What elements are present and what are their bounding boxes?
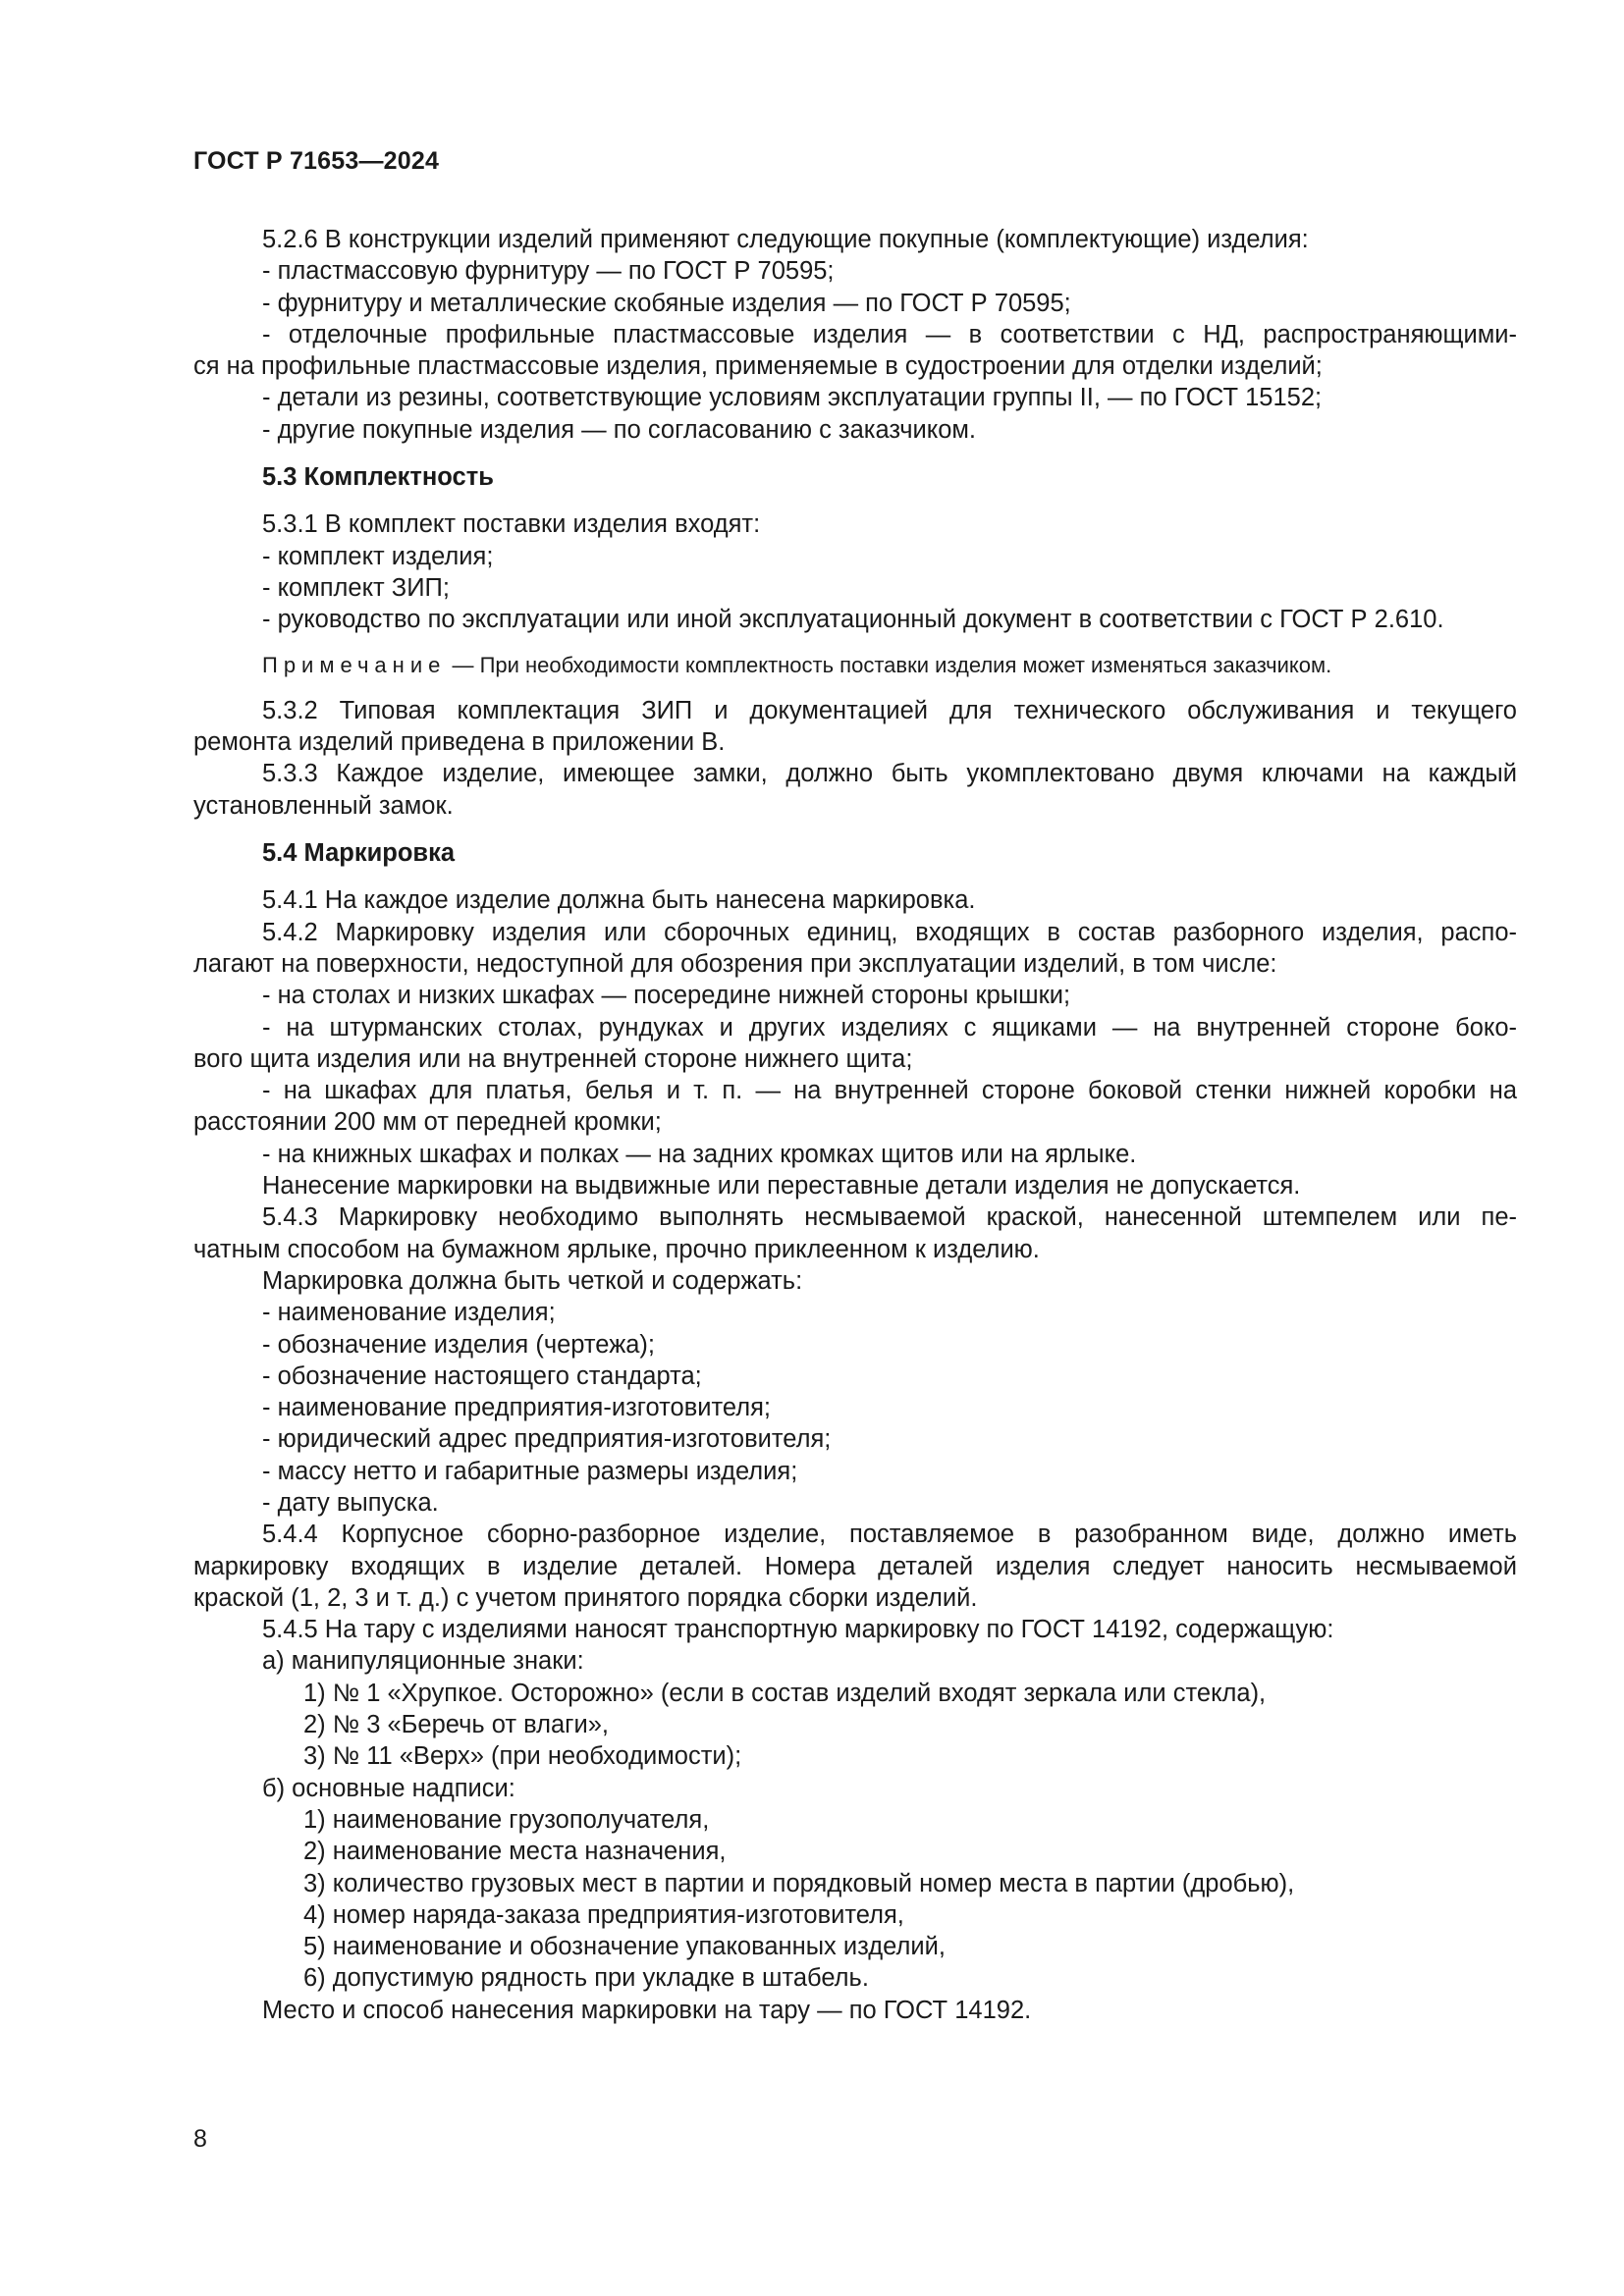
paragraph-5-4-4: 5.4.4 Корпусное сборно-разборное изделие, поставляемое в разобранном виде, должно иметь <box>262 1521 1517 1549</box>
section-heading-5-4: 5.4 Маркировка <box>262 839 456 868</box>
paragraph: Нанесение маркировки на выдвижные или переставные детали изделия не допускается. <box>262 1172 1301 1201</box>
list-item: - на столах и низких шкафах — посередине нижней стороны крышки; <box>262 982 1071 1010</box>
paragraph-continuation: краской (1, 2, 3 и т. д.) с учетом принятого порядка сборки изделий. <box>193 1583 978 1612</box>
sub-list-item: 6) допустимую рядность при укладке в штабель. <box>303 1964 869 1993</box>
section-heading-5-3: 5.3 Комплектность <box>262 463 494 492</box>
page-number: 8 <box>193 2125 207 2153</box>
list-item: - на шкафах для платья, белья и т. п. — на внутренней стороне боковой стенки нижней коробки на <box>262 1077 1517 1105</box>
document-header: ГОСТ Р 71653—2024 <box>193 147 440 175</box>
list-item: б) основные надписи: <box>262 1774 515 1802</box>
paragraph-5-4-1: 5.4.1 На каждое изделие должна быть нанесена маркировка. <box>262 886 976 915</box>
list-item: - пластмассовую фурнитуру — по ГОСТ Р 70595; <box>262 257 835 286</box>
list-item-continuation: ся на профильные пластмассовые изделия, применяемые в судостроении для отделки изделий; <box>193 352 1323 381</box>
paragraph-continuation: установленный замок. <box>193 791 454 820</box>
document-body <box>193 224 1517 2026</box>
list-item: - детали из резины, соответствующие условиям эксплуатации группы II, — по ГОСТ 15152; <box>262 384 1323 412</box>
list-item: а) манипуляционные знаки: <box>262 1647 584 1676</box>
paragraph-continuation: ремонта изделий приведена в приложении В. <box>193 728 726 757</box>
paragraph-5-3-1: 5.3.1 В комплект поставки изделия входят: <box>262 510 761 539</box>
paragraph-5-4-5: 5.4.5 На тару с изделиями наносят транспортную маркировку по ГОСТ 14192, содержащую: <box>262 1616 1334 1644</box>
paragraph-5-4-2: 5.4.2 Маркировку изделия или сборочных единиц, входящих в состав разборного изделия, распо- <box>262 918 1517 946</box>
note <box>193 650 1517 681</box>
list-item: - комплект ЗИП; <box>262 573 450 602</box>
list-item: - комплект изделия; <box>262 542 494 570</box>
list-item: - дату выпуска. <box>262 1488 439 1517</box>
list-item: - обозначение настоящего стандарта; <box>262 1362 702 1390</box>
paragraph-5-2-6: 5.2.6 В конструкции изделий применяют следующие покупные (комплектующие) изделия: <box>262 226 1309 253</box>
list-item-continuation: вого щита изделия или на внутренней стороне нижнего щита; <box>193 1044 913 1073</box>
list-item: - другие покупные изделия — по согласованию с заказчиком. <box>262 415 976 444</box>
list-item: - на книжных шкафах и полках — на задних кромках щитов или на ярлыке. <box>262 1140 1137 1168</box>
list-item: - массу нетто и габаритные размеры изделия; <box>262 1457 798 1485</box>
list-item: - руководство по эксплуатации или иной эксплуатационный документ в соответствии с ГОСТ Р 2.610. <box>262 606 1444 634</box>
sub-list-item: 3) количество грузовых мест в партии и порядковый номер места в партии (дробью), <box>303 1869 1295 1897</box>
sub-list-item: 2) № 3 «Беречь от влаги», <box>303 1711 609 1739</box>
sub-list-item: 1) наименование грузополучателя, <box>303 1805 710 1834</box>
sub-list-item: 5) наименование и обозначение упакованных изделий, <box>303 1933 946 1961</box>
paragraph-5-4-3: 5.4.3 Маркировку необходимо выполнять несмываемой краской, нанесенной штемпелем или пе- <box>262 1203 1517 1232</box>
list-item: - на штурманских столах, рундуках и других изделиях с ящиками — на внутренней стороне боко- <box>262 1013 1517 1041</box>
paragraph-continuation: чатным способом на бумажном ярлыке, прочно приклеенном к изделию. <box>193 1235 1040 1263</box>
paragraph-5-3-2: 5.3.2 Типовая комплектация ЗИП и документацией для технического обслуживания и текущего <box>262 696 1517 724</box>
sub-list-item: 2) наименование места назначения, <box>303 1838 727 1866</box>
note-text: — При необходимости комплектность поставки изделия может изменяться заказчиком. <box>446 652 1332 677</box>
paragraph: Маркировка должна быть четкой и содержать: <box>262 1266 803 1295</box>
paragraph-continuation: маркировку входящих в изделие деталей. Номера деталей изделия следует наносить несмываемой <box>193 1552 1517 1580</box>
list-item: - отделочные профильные пластмассовые изделия — в соответствии с НД, распространяющими- <box>262 320 1517 348</box>
list-item: - наименование предприятия-изготовителя; <box>262 1394 772 1422</box>
list-item: - фурнитуру и металлические скобяные изделия — по ГОСТ Р 70595; <box>262 289 1071 317</box>
sub-list-item: 3) № 11 «Верх» (при необходимости); <box>303 1742 742 1771</box>
paragraph-continuation: лагают на поверхности, недоступной для обозрения при эксплуатации изделий, в том числе: <box>193 949 1277 978</box>
paragraph: Место и способ нанесения маркировки на тару — по ГОСТ 14192. <box>262 1996 1032 2024</box>
paragraph-5-3-3: 5.3.3 Каждое изделие, имеющее замки, должно быть укомплектовано двумя ключами на каждый <box>262 760 1517 788</box>
note-label: Примечание <box>262 652 447 677</box>
list-item-continuation: расстоянии 200 мм от передней кромки; <box>193 1108 662 1137</box>
list-item: - обозначение изделия (чертежа); <box>262 1330 656 1359</box>
sub-list-item: 1) № 1 «Хрупкое. Осторожно» (если в состав изделий входят зеркала или стекла), <box>303 1679 1267 1707</box>
sub-list-item: 4) номер наряда-заказа предприятия-изготовителя, <box>303 1900 904 1929</box>
list-item: - юридический адрес предприятия-изготовителя; <box>262 1425 832 1454</box>
list-item: - наименование изделия; <box>262 1299 556 1327</box>
